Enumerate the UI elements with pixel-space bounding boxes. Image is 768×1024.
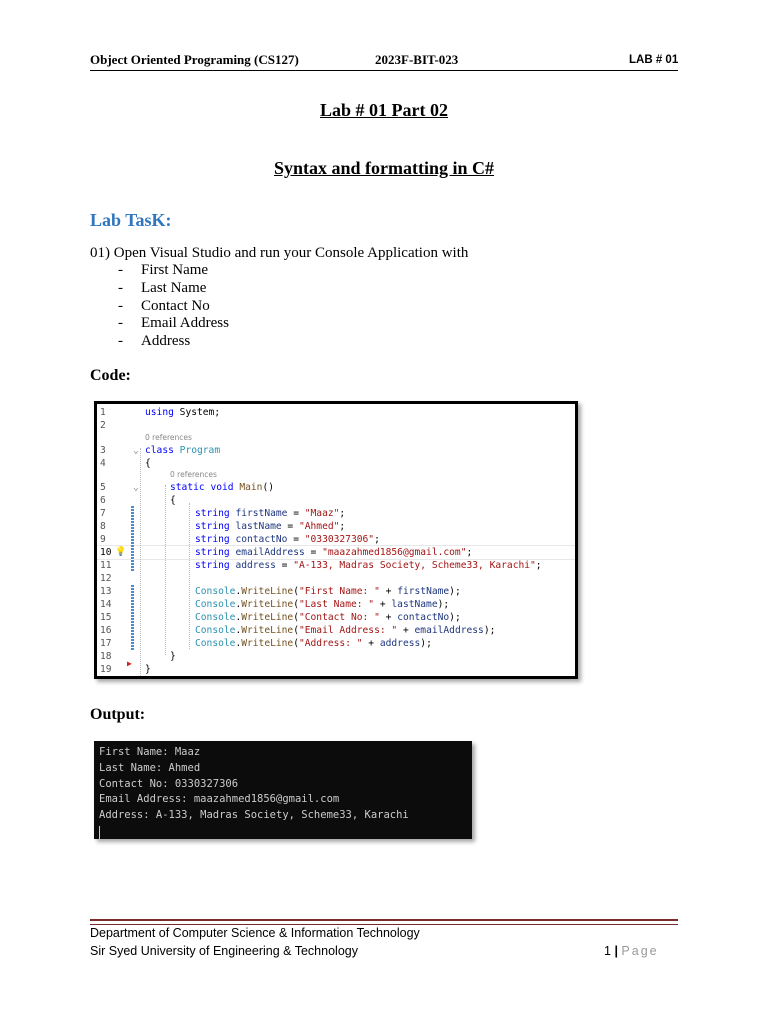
list-item: - Address (118, 333, 229, 351)
collapse-chevron-icon[interactable]: ⌄ (133, 482, 139, 493)
code-method: WriteLine (241, 586, 294, 597)
code-screenshot: 1 using System; 2 0 references 3 ⌄ class Program 4 { 0 references 5 ⌄ static void Main() 6 { 7 string firstName = "Maaz"; 8 string lastName = "Ahmed"; 9 string contactNo = "0330327306"; 10 💡 string emailAddress = "maazahmed1856@gmail.com"; 11 string address = "A-133, Madras Society, Scheme33, Karachi"; 12 13 Console.WriteLine("First Name: " + firstName); 14 Console.WriteLine("Last Name: " + lastName); 15 Console.WriteLine("Contact No: " + contactNo); 16 Console.WriteLine("Email Address: " + emailAddress); 17 Console.WriteLine("Address: " + address); 18 } 19 ▶ } (94, 401, 578, 679)
footer-rule (90, 919, 678, 921)
line-number: 18 (100, 651, 112, 662)
code-string: "Email Address: " (298, 625, 398, 636)
line-number: 12 (100, 573, 112, 584)
code-method: WriteLine (241, 599, 294, 610)
code-heading: Code: (90, 367, 131, 384)
page-number: 1 (604, 944, 611, 958)
line-number: 10 (100, 547, 112, 558)
code-keyword: string (195, 521, 230, 532)
output-heading: Output: (90, 706, 146, 723)
line-number: 6 (100, 495, 106, 506)
code-variable: address (379, 638, 421, 649)
field-list (118, 262, 229, 351)
list-item: - First Name (118, 262, 229, 280)
footer-department: Department of Computer Science & Information Technology (90, 926, 420, 940)
code-variable: firstName (397, 586, 450, 597)
header-lab: LAB # 01 (629, 54, 679, 66)
code-variable: contactNo (397, 612, 450, 623)
code-string: "Last Name: " (298, 599, 375, 610)
code-variable: lastName (391, 599, 438, 610)
page-number-label (604, 944, 659, 958)
code-class-name: Program (179, 445, 221, 456)
code-variable: contactNo (235, 534, 288, 545)
collapse-chevron-icon[interactable]: ⌄ (133, 445, 139, 456)
header-roll-no: 2023F-BIT-023 (375, 52, 459, 67)
code-method: WriteLine (241, 612, 294, 623)
code-keyword: void (210, 482, 234, 493)
output-line: Contact No: 0330327306 (99, 777, 239, 790)
page-word: Page (621, 944, 659, 958)
line-number: 9 (100, 534, 106, 545)
code-string: "First Name: " (298, 586, 380, 597)
line-number: 14 (100, 599, 112, 610)
code-string: "Ahmed" (298, 521, 340, 532)
console-cursor (99, 826, 100, 840)
footer-rule-thin (90, 924, 678, 925)
code-keyword: string (195, 508, 230, 519)
line-number: 13 (100, 586, 112, 597)
code-method: WriteLine (241, 638, 294, 649)
code-string: "0330327306" (304, 534, 375, 545)
line-number: 8 (100, 521, 106, 532)
line-number: 4 (100, 458, 106, 469)
code-string: "Contact No: " (298, 612, 380, 623)
list-item: - Email Address (118, 315, 229, 333)
code-class-name: Console (195, 612, 236, 623)
code-namespace: System (179, 407, 215, 418)
header-course: Object Oriented Programing (CS127) (90, 52, 299, 67)
task-question: 01) Open Visual Studio and run your Console Application with (90, 245, 469, 261)
code-string: "Address: " (298, 638, 363, 649)
console-output (94, 741, 472, 839)
code-string: "Maaz" (304, 508, 340, 519)
page-subtitle: Syntax and formatting in C# (273, 158, 495, 178)
line-number: 3 (100, 445, 106, 456)
output-line: Email Address: maazahmed1856@gmail.com (99, 793, 340, 806)
code-keyword: class (145, 445, 174, 456)
code-string: "maazahmed1856@gmail.com" (322, 547, 467, 558)
code-keyword: static (170, 482, 205, 493)
code-class-name: Console (195, 586, 236, 597)
output-line: First Name: Maaz (99, 746, 201, 758)
lightbulb-icon[interactable]: 💡 (115, 547, 127, 557)
code-variable: address (235, 560, 276, 571)
page-title: Lab # 01 Part 02 (320, 100, 448, 120)
code-keyword: string (195, 560, 230, 571)
list-item: - Last Name (118, 280, 229, 298)
code-keyword: using (145, 407, 174, 418)
line-number: 19 (100, 664, 112, 675)
code-variable: emailAddress (414, 625, 484, 636)
line-number: 17 (100, 638, 112, 649)
line-number: 15 (100, 612, 112, 623)
code-class-name: Console (195, 599, 236, 610)
footer-university: Sir Syed University of Engineering & Technology (90, 944, 358, 958)
code-method: Main (239, 482, 263, 493)
code-string: "A-133, Madras Society, Scheme33, Karachi" (293, 560, 536, 571)
code-class-name: Console (195, 638, 236, 649)
code-lens[interactable]: 0 references (170, 470, 217, 479)
line-number: 5 (100, 482, 106, 493)
code-class-name: Console (195, 625, 236, 636)
breakpoint-arrow-icon[interactable]: ▶ (127, 659, 132, 668)
code-keyword: string (195, 534, 230, 545)
code-variable: lastName (235, 521, 282, 532)
code-method: WriteLine (241, 625, 294, 636)
list-item: - Contact No (118, 298, 229, 316)
page-separator: | (614, 944, 618, 958)
output-line: Last Name: Ahmed (99, 761, 201, 774)
code-variable: firstName (235, 508, 288, 519)
header-rule (90, 70, 678, 71)
line-number: 11 (100, 560, 112, 571)
lab-task-heading: Lab TasK: (90, 210, 172, 230)
line-number: 7 (100, 508, 106, 519)
line-number: 1 (100, 407, 106, 418)
line-number: 16 (100, 625, 112, 636)
code-lens[interactable]: 0 references (145, 433, 192, 442)
line-number: 2 (100, 420, 106, 431)
output-line: Address: A-133, Madras Society, Scheme33, Karachi (99, 809, 409, 822)
code-variable: emailAddress (235, 547, 305, 558)
code-keyword: string (195, 547, 230, 558)
